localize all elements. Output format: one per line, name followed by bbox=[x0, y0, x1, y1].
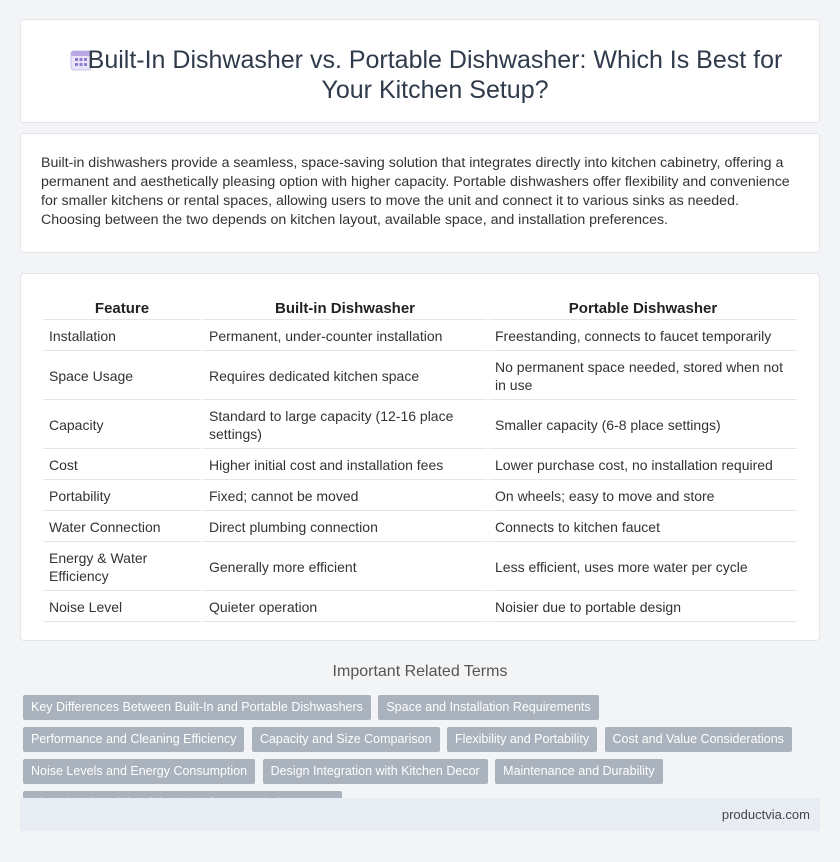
portable-cell: Lower purchase cost, no installation required bbox=[489, 451, 797, 480]
intro-card bbox=[20, 133, 820, 253]
built-in-cell: Permanent, under-counter installation bbox=[203, 322, 487, 351]
table-row bbox=[43, 451, 797, 480]
related-term-tag[interactable]: Key Differences Between Built-In and Portable Dishwashers bbox=[23, 695, 371, 720]
portable-cell: Less efficient, uses more water per cycle bbox=[489, 544, 797, 591]
title-card bbox=[20, 19, 820, 123]
feature-cell: Energy & Water Efficiency bbox=[43, 544, 201, 591]
feature-cell: Capacity bbox=[43, 402, 201, 449]
feature-cell: Noise Level bbox=[43, 593, 201, 622]
related-term-tag[interactable]: Capacity and Size Comparison bbox=[252, 727, 440, 752]
comparison-card bbox=[20, 273, 820, 641]
table-row bbox=[43, 402, 797, 449]
column-header-built-in: Built-in Dishwasher bbox=[203, 298, 487, 320]
related-term-tag[interactable]: Noise Levels and Energy Consumption bbox=[23, 759, 255, 784]
built-in-cell: Higher initial cost and installation fees bbox=[203, 451, 487, 480]
related-term-tag[interactable]: Design Integration with Kitchen Decor bbox=[263, 759, 488, 784]
portable-cell: Noisier due to portable design bbox=[489, 593, 797, 622]
related-terms-heading: Important Related Terms bbox=[332, 663, 508, 680]
portable-cell: Connects to kitchen faucet bbox=[489, 513, 797, 542]
feature-cell: Portability bbox=[43, 482, 201, 511]
table-row bbox=[43, 544, 797, 591]
built-in-cell: Requires dedicated kitchen space bbox=[203, 353, 487, 400]
feature-cell: Installation bbox=[43, 322, 201, 351]
built-in-cell: Fixed; cannot be moved bbox=[203, 482, 487, 511]
table-header-row bbox=[43, 298, 797, 320]
portable-cell: No permanent space needed, stored when not in use bbox=[489, 353, 797, 400]
related-term-tag[interactable]: Cost and Value Considerations bbox=[605, 727, 792, 752]
feature-cell: Cost bbox=[43, 451, 201, 480]
table-row bbox=[43, 513, 797, 542]
feature-cell: Water Connection bbox=[43, 513, 201, 542]
column-header-feature: Feature bbox=[43, 298, 201, 320]
table-row bbox=[43, 353, 797, 400]
related-term-tag[interactable]: Maintenance and Durability bbox=[495, 759, 662, 784]
built-in-cell: Standard to large capacity (12-16 place settings) bbox=[203, 402, 487, 449]
related-term-tag[interactable]: Space and Installation Requirements bbox=[378, 695, 598, 720]
portable-cell: On wheels; easy to move and store bbox=[489, 482, 797, 511]
column-header-portable: Portable Dishwasher bbox=[489, 298, 797, 320]
built-in-cell: Generally more efficient bbox=[203, 544, 487, 591]
portable-cell: Freestanding, connects to faucet temporarily bbox=[489, 322, 797, 351]
feature-cell: Space Usage bbox=[43, 353, 201, 400]
page-title: Built-In Dishwasher vs. Portable Dishwasher: Which Is Best for Your Kitchen Setup? bbox=[87, 46, 783, 104]
footer-site-link[interactable]: productvia.com bbox=[721, 807, 810, 822]
intro-paragraph: Built-in dishwashers provide a seamless, space-saving solution that integrates directly into kitchen cabinetry, offering a permanent and aesthetically pleasing option with higher capacity. Portable dishwashers offer flexibility and convenience for smaller kitchens or rental spaces, allowing users to move the unit and connect it to various sinks as needed. Choosing between the two depends on kitchen layout, available space, and installation preferences. bbox=[41, 155, 790, 228]
portable-cell: Smaller capacity (6-8 place settings) bbox=[489, 402, 797, 449]
table-row bbox=[43, 482, 797, 511]
table-row bbox=[43, 322, 797, 351]
built-in-cell: Direct plumbing connection bbox=[203, 513, 487, 542]
comparison-table bbox=[41, 296, 799, 624]
footer bbox=[20, 798, 820, 831]
related-term-tag[interactable]: Flexibility and Portability bbox=[447, 727, 597, 752]
table-row bbox=[43, 593, 797, 622]
built-in-cell: Quieter operation bbox=[203, 593, 487, 622]
related-term-tag[interactable]: Performance and Cleaning Efficiency bbox=[23, 727, 244, 752]
